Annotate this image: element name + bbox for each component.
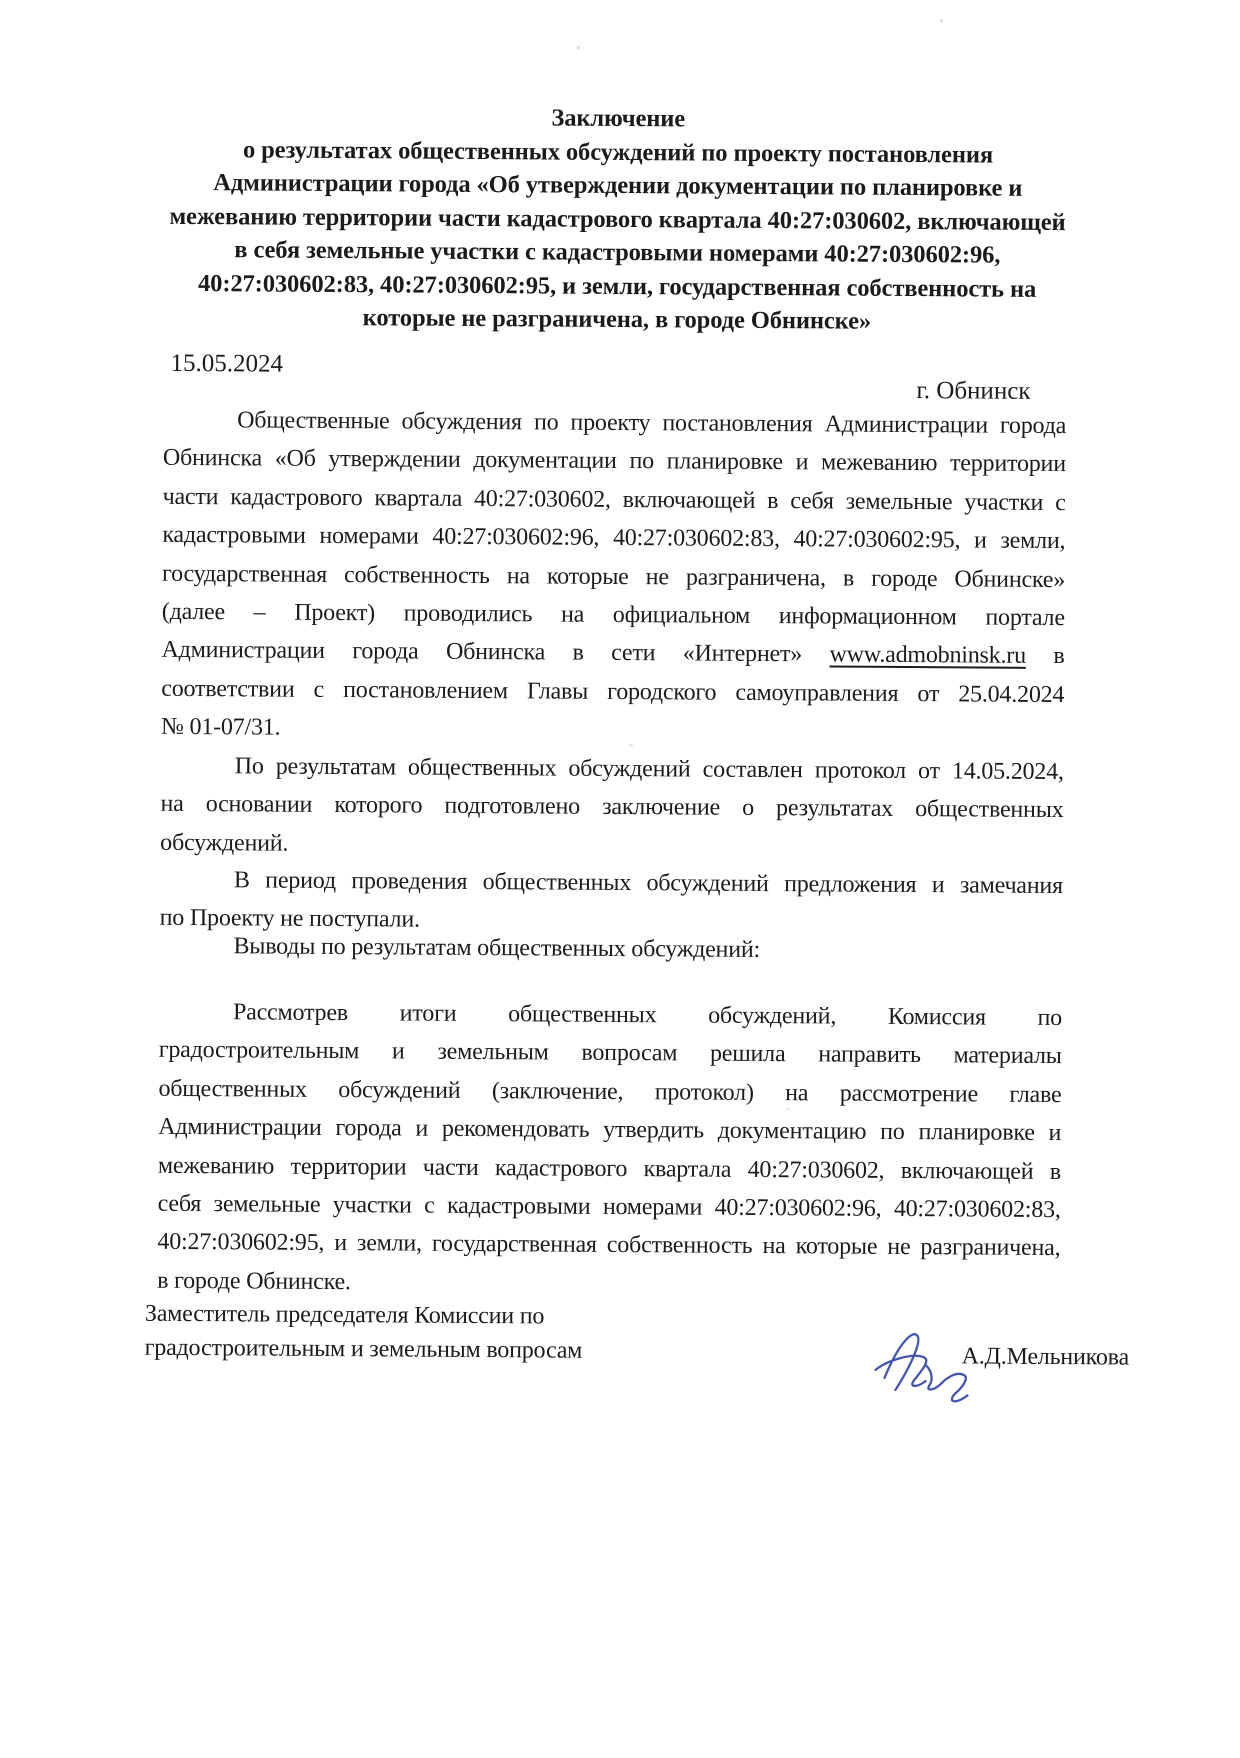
signer-name: А.Д.Мельникова bbox=[961, 1343, 1130, 1371]
paragraph-protocol bbox=[160, 747, 1064, 869]
text-line: (далее – Проект) проводились на официальном информационном портале bbox=[161, 598, 1065, 632]
text-line: Общественные обсуждения по проекту постановления Администрации города bbox=[237, 407, 1067, 440]
text-line: по Проекту не поступали. bbox=[159, 905, 420, 934]
text-line: 40:27:030602:95, и земли, государственная собственность на которые не разграничена, bbox=[157, 1229, 1061, 1262]
signature-position-line: Заместитель председателя Комиссии по bbox=[144, 1300, 545, 1330]
text-line: государственная собственность на которые не разграничена, в городе Обнинске» bbox=[162, 560, 1066, 593]
scan-speck bbox=[786, 1107, 789, 1110]
paragraph-discussions-held bbox=[161, 401, 1066, 753]
text-line: кадастровыми номерами 40:27:030602:96, 40:27:030602:83, 40:27:030602:95, и земли, bbox=[162, 522, 1066, 555]
text-line-with-url bbox=[161, 631, 1064, 676]
document-title bbox=[164, 99, 1072, 340]
text-line: соответствии с постановлением Главы городского самоуправления от 25.04.2024 bbox=[161, 675, 1065, 708]
text-line: По результатам общественных обсуждений составлен протокол от 14.05.2024, bbox=[234, 753, 1064, 786]
text-line: себя земельные участки с кадастровыми номерами 40:27:030602:96, 40:27:030602:83, bbox=[157, 1190, 1061, 1224]
title-line: Администрации города «Об утверждении документации по планировке и bbox=[213, 169, 1023, 202]
text-segment: Администрации города Обнинска в сети «Интернет» bbox=[161, 637, 803, 668]
title-line: межеванию территории части кадастрового квартала 40:27:030602, включающей bbox=[169, 202, 1066, 236]
paragraph-conclusions bbox=[157, 993, 1062, 1307]
text-line: № 01-07/31. bbox=[160, 714, 281, 741]
paragraph-no-proposals bbox=[160, 861, 1064, 944]
scan-speck bbox=[940, 19, 943, 22]
signature-position-title bbox=[145, 1297, 665, 1369]
title-line: которые не разграничена, в городе Обнинске» bbox=[362, 304, 872, 335]
text-line: Обнинска «Об утверждении документации по планировке и межеванию территории bbox=[162, 445, 1066, 478]
text-line: общественных обсуждений (заключение, протокол) на рассмотрение главе bbox=[158, 1075, 1062, 1108]
portal-url: www.admobninsk.ru bbox=[829, 641, 1027, 670]
title-line: 40:27:030602:83, 40:27:030602:95, и земли, государственная собственность на bbox=[197, 269, 1037, 303]
document-place: г. Обнинск bbox=[916, 377, 1031, 405]
text-line: В период проведения общественных обсуждений предложения и замечания bbox=[233, 867, 1064, 900]
title-line: о результатах общественных обсуждений по проекту постановления bbox=[242, 135, 994, 169]
scan-speck bbox=[577, 46, 580, 50]
text-line: на основании которого подготовлено заключение о результатах общественных bbox=[160, 791, 1064, 824]
text-line: межеванию территории части кадастрового квартала 40:27:030602, включающей в bbox=[157, 1152, 1062, 1185]
conclusions-heading: Выводы по результатам общественных обсуждений: bbox=[233, 933, 761, 963]
title-line: в себя земельные участки с кадастровыми номерами 40:27:030602:96, bbox=[234, 236, 1001, 269]
signature-position-line: градостроительным и земельным вопросам bbox=[144, 1334, 583, 1364]
text-line: Рассмотрев итоги общественных обсуждений, Комиссия по bbox=[232, 999, 1063, 1032]
text-line: Администрации города и рекомендовать утвердить документацию по планировке и bbox=[158, 1114, 1062, 1147]
document-date: 15.05.2024 bbox=[170, 349, 284, 378]
text-line: градостроительным и земельным вопросам решила направить материалы bbox=[158, 1037, 1062, 1070]
text-segment: в bbox=[1053, 643, 1065, 670]
scan-speck bbox=[629, 744, 633, 747]
text-line: обсуждений. bbox=[160, 829, 289, 857]
title-line: Заключение bbox=[551, 104, 686, 133]
text-line: части кадастрового квартала 40:27:030602, включающей в себя земельные участки с bbox=[162, 483, 1066, 516]
text-line: в городе Обнинске. bbox=[157, 1267, 351, 1295]
